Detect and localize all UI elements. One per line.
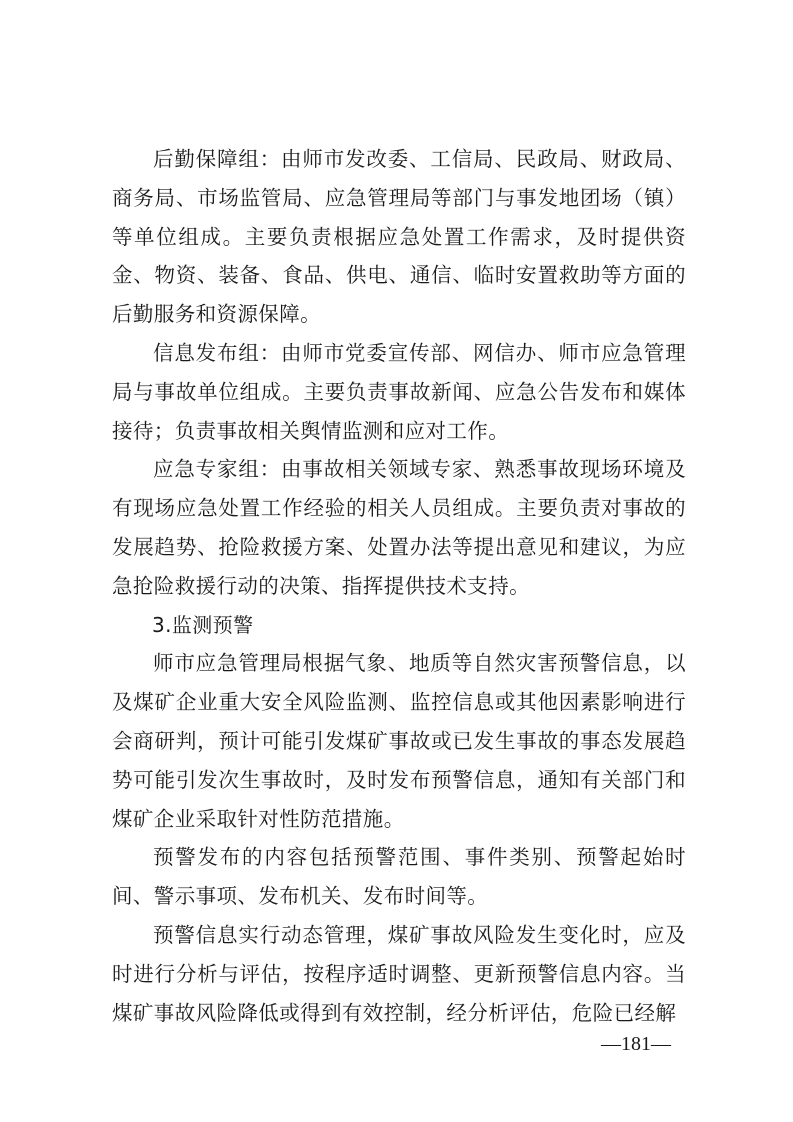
section-heading-monitoring-warning: 3.监测预警 [152,612,254,637]
paragraph-warning-content: 预警发布的内容包括预警范围、事件类别、预警起始时间、警示事项、发布机关、发布时间等。 [112,845,686,909]
page-number: —181— [601,1033,671,1055]
document-body [112,140,686,1032]
paragraph-logistics-group: 后勤保障组：由师市发改委、工信局、民政局、财政局、商务局、市场监管局、应急管理局等部门与事发地团场（镇）等单位组成。主要负责根据应急处置工作需求，及时提供资金、物资、装备、食品、供电、通信、临时安置救助等方面的后勤服务和资源保障。 [112,147,686,327]
paragraph-warning-issuance: 师市应急管理局根据气象、地质等自然灾害预警信息，以及煤矿企业重大安全风险监测、监控信息或其他因素影响进行会商研判，预计可能引发煤矿事故或已发生事故的事态发展趋势可能引发次生事故时，及时发布预警信息，通知有关部门和煤矿企业采取针对性防范措施。 [112,651,686,831]
paragraph-expert-group: 应急专家组：由事故相关领域专家、熟悉事故现场环境及有现场应急处置工作经验的相关人员组成。主要负责对事故的发展趋势、抢险救援方案、处置办法等提出意见和建议，为应急抢险救援行动的决策、指挥提供技术支持。 [112,457,686,598]
paragraph-dynamic-management: 预警信息实行动态管理，煤矿事故风险发生变化时，应及时进行分析与评估，按程序适时调整、更新预警信息内容。当煤矿事故风险降低或得到有效控制，经分析评估，危险已经解 [112,922,686,1025]
paragraph-information-group: 信息发布组：由师市党委宣传部、网信办、师市应急管理局与事故单位组成。主要负责事故新闻、应急公告发布和媒体接待；负责事故相关舆情监测和应对工作。 [112,340,686,443]
